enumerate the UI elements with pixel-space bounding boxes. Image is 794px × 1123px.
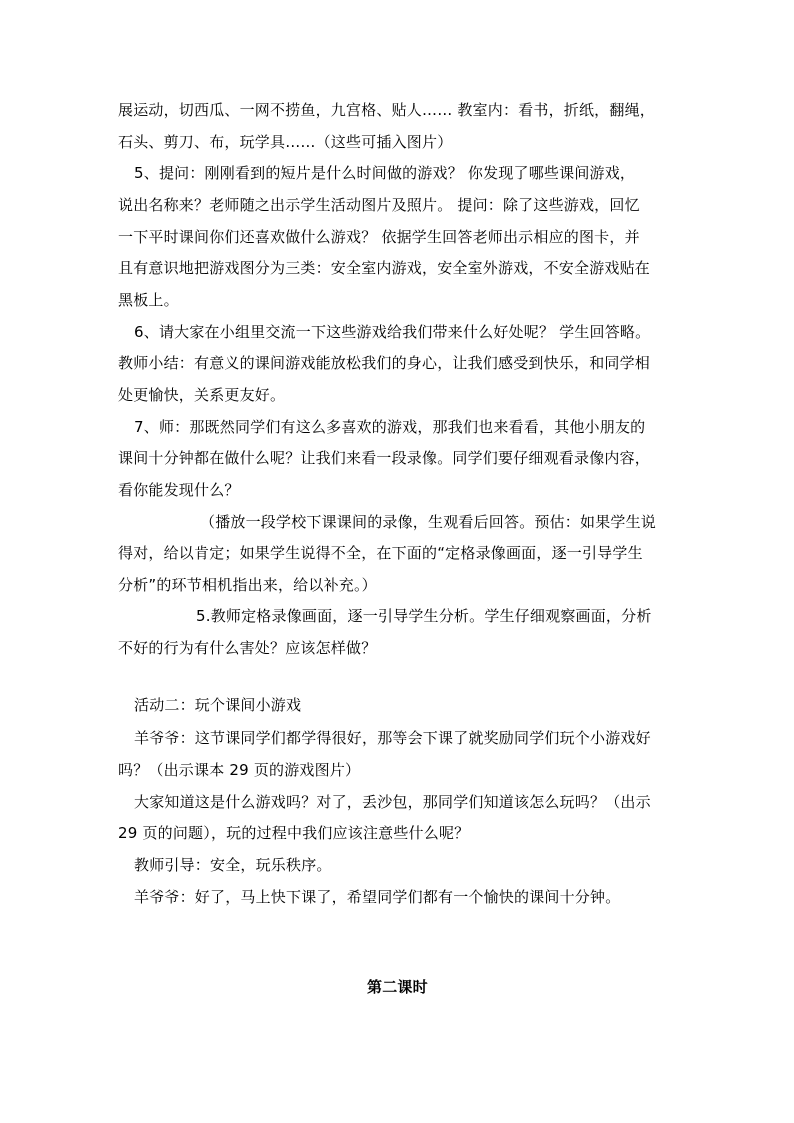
paragraph-line: 大家知道这是什么游戏吗？对了，丢沙包，那同学们知道该怎么玩吗？（出示 bbox=[134, 793, 651, 811]
paragraph-line: 5.教师定格录像画面，逐一引导学生分析。学生仔细观察画面，分析 bbox=[196, 607, 652, 625]
paragraph-line: 羊爷爷：这节课同学们都学得很好，那等会下课了就奖励同学们玩个小游戏好 bbox=[134, 729, 651, 747]
paragraph-line: 吗？（出示课本 29 页的游戏图片） bbox=[118, 761, 361, 779]
paragraph-line: 5、提问：刚刚看到的短片是什么时间做的游戏？ 你发现了哪些课间游戏， bbox=[134, 164, 636, 182]
paragraph-line: 分析”的环节相机指出来，给以补充。） bbox=[118, 576, 377, 594]
paragraph-line: （播放一段学校下课课间的录像，生观看后回答。预估：如果学生说 bbox=[200, 513, 657, 531]
paragraph-line: 教师引导：安全，玩乐秩序。 bbox=[134, 856, 332, 874]
paragraph-line: 不好的行为有什么害处？应该怎样做？ bbox=[118, 639, 377, 657]
paragraph-line: 教师小结：有意义的课间游戏能放松我们的身心，让我们感受到快乐，和同学相 bbox=[118, 354, 651, 372]
paragraph-line: 展运动，切西瓜、一网不捞鱼，九宫格、贴人…… 教室内：看书，折纸，翻绳， bbox=[118, 101, 655, 119]
section-label: 活动二：玩个课间小游戏 bbox=[134, 696, 302, 714]
paragraph-line: 7、师：那既然同学们有这么多喜欢的游戏，那我们也来看看，其他小朋友的 bbox=[134, 418, 646, 436]
paragraph-line: 看你能发现什么？ bbox=[118, 481, 240, 499]
paragraph-line: 6、请大家在小组里交流一下这些游戏给我们带来什么好处呢？ 学生回答略。 bbox=[134, 323, 651, 341]
paragraph-line: 且有意识地把游戏图分为三类：安全室内游戏，安全室外游戏，不安全游戏贴在 bbox=[118, 259, 651, 277]
paragraph-line: 一下平时课间你们还喜欢做什么游戏？ 依据学生回答老师出示相应的图卡，并 bbox=[118, 228, 640, 246]
paragraph-line: 得对，给以肯定；如果学生说得不全，在下面的“定格录像画面，逐一引导学生 bbox=[118, 544, 643, 562]
paragraph-line: 黑板上。 bbox=[118, 291, 179, 309]
paragraph-line: 处更愉快，关系更友好。 bbox=[118, 386, 286, 404]
paragraph-line: 课间十分钟都在做什么呢？让我们来看一段录像。同学们要仔细观看录像内容， bbox=[118, 449, 651, 467]
paragraph-line: 29 页的问题），玩的过程中我们应该注意些什么呢？ bbox=[118, 824, 470, 842]
paragraph-line: 羊爷爷：好了，马上快下课了，希望同学们都有一个愉快的课间十分钟。 bbox=[134, 888, 621, 906]
paragraph-line: 石头、剪刀、布，玩学具……（这些可插入图片） bbox=[118, 133, 453, 151]
paragraph-line: 说出名称来？老师随之出示学生活动图片及照片。 提问：除了这些游戏，回忆 bbox=[118, 196, 640, 214]
section-heading: 第二课时 bbox=[367, 978, 428, 996]
